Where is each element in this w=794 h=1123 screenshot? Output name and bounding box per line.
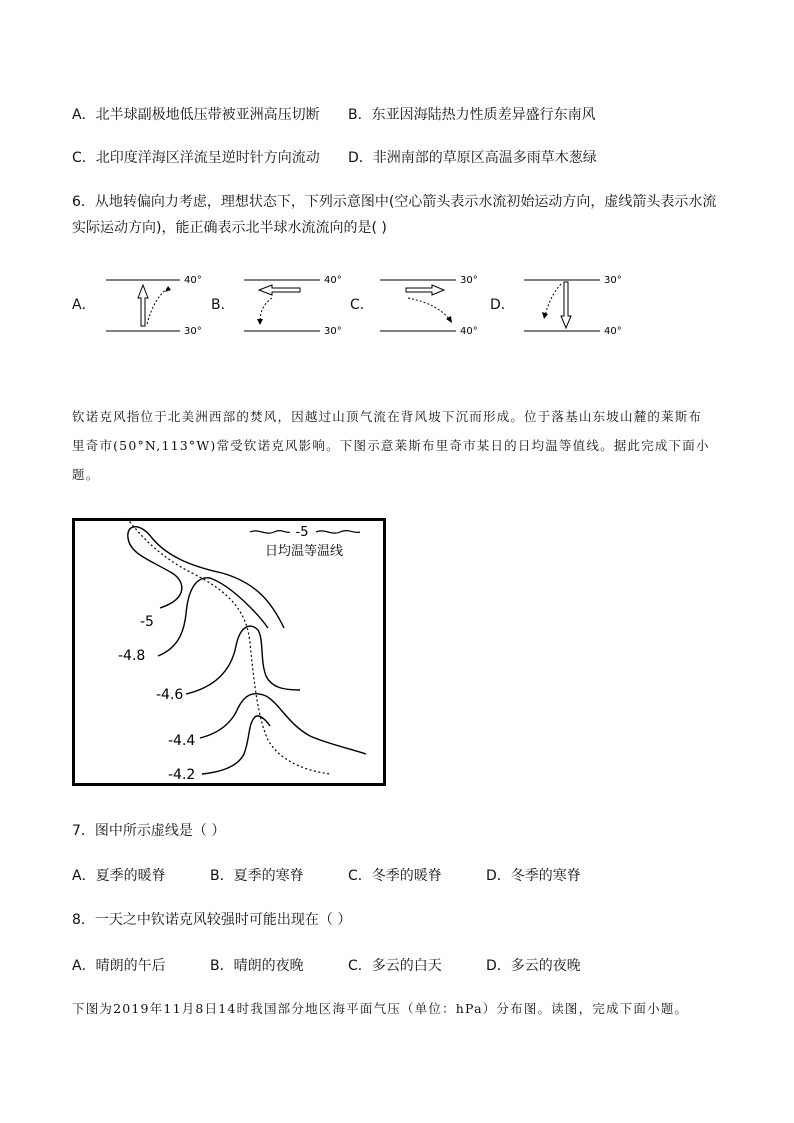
diagram-a-bottom-lat: 30° [184,326,202,337]
chinook-passage-line2: 里奇市(50°N,113°W)常受钦诺克风影响。下图示意莱斯布里奇市某日的日均温等值线。据此完成下面小 [72,438,710,453]
chinook-passage-line3: 题。 [72,467,100,482]
diagram-c-top-lat: 30° [460,275,478,286]
diagram-d-bottom-lat: 40° [604,326,622,337]
dashed-arrow-icon [408,298,450,320]
diagram-d-top-lat: 30° [604,275,622,286]
isotherm-label-minus-4-6: -4.6 [156,687,184,703]
chinook-passage [72,402,722,489]
legend-value: -5 [295,525,309,540]
dashed-arrow-icon [545,284,561,316]
diagram-c-bottom-lat: 40° [460,326,478,337]
isotherm-map [72,518,386,786]
q6-option-a-label: A． [72,297,96,313]
diagram-b-top-lat: 40° [324,275,342,286]
q7-option-d: D．冬季的寒脊 [486,868,581,884]
hollow-arrow-icon [406,285,444,295]
q7-option-b: B．夏季的寒脊 [210,868,304,884]
q6-diagram-b [240,268,350,348]
q5-option-b: B．东亚因海陆热力性质差异盛行东南风 [348,107,596,123]
q5-option-a: A．北半球副极地低压带被亚洲高压切断 [72,107,320,123]
q6-option-b-label: B． [211,297,235,313]
q5-option-c: C．北印度洋海区洋流呈逆时针方向流动 [72,150,320,166]
diagram-b-bottom-lat: 30° [324,326,342,337]
dashed-arrow-icon [260,298,272,322]
q6-stem-line2: 实际运动方向)，能正确表示北半球水流流向的是( ) [72,220,387,236]
q6-option-c-label: C． [350,297,374,313]
legend-text: 日均温等温线 [264,544,344,559]
hollow-arrow-icon [138,285,148,326]
isotherm-label-minus-4-2: -4.2 [168,767,196,783]
dashed-arrow-icon [147,288,168,324]
q5-option-d: D．非洲南部的草原区高温多雨草木葱绿 [348,150,597,166]
q7-option-a: A．夏季的暖脊 [72,868,166,884]
q8-option-c: C．多云的白天 [348,958,442,974]
q6-stem [72,189,724,241]
isotherm-label-minus-5: -5 [140,614,154,630]
q6-diagram-c [380,268,490,348]
q6-diagram-d [520,268,630,348]
q8-option-b: B．晴朗的夜晚 [210,958,304,974]
q8-option-d: D．多云的夜晚 [486,958,581,974]
diagram-a-top-lat: 40° [184,275,202,286]
q6-diagram-a [100,268,210,348]
pressure-passage: 下图为2019年11月8日14时我国部分地区海平面气压（单位：hPa）分布图。读图，完成下面小题。 [72,1001,689,1016]
q7-option-c: C．冬季的暖脊 [348,868,442,884]
hollow-arrow-icon [259,285,300,295]
hollow-arrow-icon [561,282,571,328]
chinook-passage-line1: 钦诺克风指位于北美洲西部的焚风，因越过山顶气流在背风坡下沉而形成。位于落基山东坡山麓的莱斯布 [72,409,703,424]
q6-stem-line1: 6．从地转偏向力考虑，理想状态下，下列示意图中(空心箭头表示水流初始运动方向，虚线箭头表示水流 [72,194,717,210]
q7-stem: 7．图中所示虚线是（ ） [72,823,226,839]
q8-option-a: A．晴朗的午后 [72,958,166,974]
q6-option-d-label: D． [490,297,515,313]
isotherm-label-minus-4-8: -4.8 [118,648,146,664]
isotherm-label-minus-4-4: -4.4 [168,733,196,749]
q8-stem: 8．一天之中钦诺克风较强时可能出现在（ ） [72,912,352,928]
